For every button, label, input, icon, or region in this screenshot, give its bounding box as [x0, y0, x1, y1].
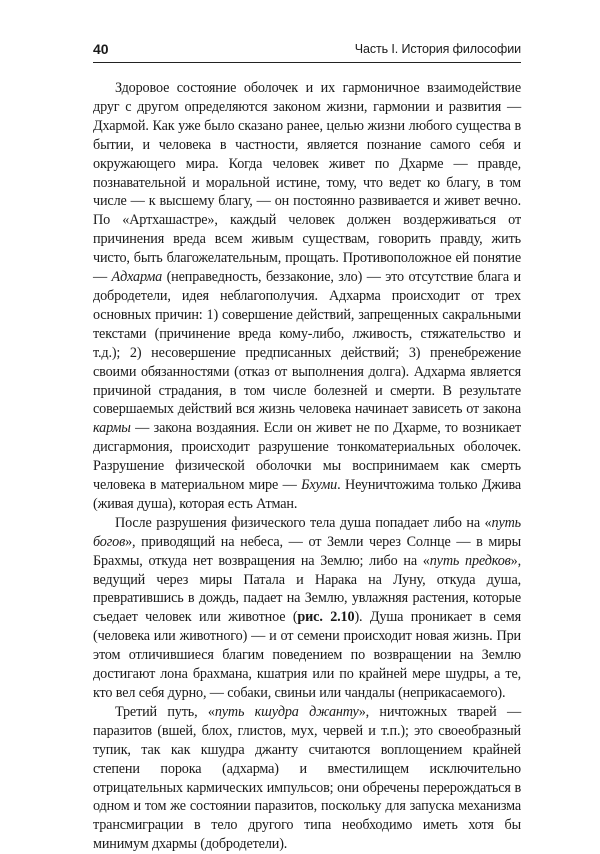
term-path-of-gods: путь богов [93, 514, 521, 550]
running-head: Часть I. История философии [354, 42, 521, 56]
term-karma: кармы [93, 420, 131, 437]
paragraph-dharma: Здоровое состояние оболочек и их гармоничное взаимодействие друг с другом определяются законом жизни, гармонии и развития — Дхармой. Как уже было сказано ранее, целью жизни любого существа в бытии, и человека в частности, является познание самого себя и окружающего мира. Когда человек живет по Дхарме — правде, познавательной и моральной истине, тому, что ведет ко благу, в том числе — к высшему благу, — он постоянно развивается и живет вечно. По «Артхашастре», каждый человек должен воздерживаться от причинения вреда всем живым существам, говорить правду, жить чисто, быть благожелательным, прощать. Противоположное ей понятие — Адхарма (неправедность, беззаконие, зло) — это отсутствие блага и добродетели, идея неблагополучия. Адхарма происходит от трех основных причин: 1) совершение действий, запрещенных сакральными текстами (причинение вреда кому-либо, лживость, стяжательство и т.д.); 2) несовершение предписанных действий; 3) пренебрежение своими обязанностями (отказ от выполнения долга). Адхарма является причиной страдания, в том числе болезней и смерти. В результате совершаемых действий вся жизнь человека начинает зависеть от закона кармы — закона воздаяния. Если он живет не по Дхарме, то возникает дисгармония, происходит разрушение тонкоматериальных оболочек. Разрушение физической оболочки мы воспринимаем как смерть человека в материальном мире — Бхуми. Неуничтожима только Джива (живая душа), которая есть Атман. [93, 80, 521, 512]
figure-reference: рис. 2.10 [297, 609, 355, 626]
term-adharma: Адхарма [111, 269, 163, 286]
paragraph-third-path: Третий путь, «путь кшудра джанту», ничтожных тварей — паразитов (вшей, блох, глистов, мух, червей и т.п.); это своеобразный тупик, так как кшудра джанту считаются воплощением крайней степени порока (адхарма) и вместилищем исключительно отрицательных кармических импульсов; они обречены перерождаться в одном и том же состоянии паразитов, поскольку для запуска механизма трансмиграции в тело другого типа необходимо иметь хотя бы минимум дхармы (добродетели). [93, 703, 521, 853]
page-header [93, 40, 521, 63]
term-kshudra-jantu: путь кшудра джанту [214, 703, 359, 720]
paragraph-paths: После разрушения физического тела душа попадает либо на «путь богов», приводящий на небеса, — от Земли через Солнце — в миры Брахмы, откуда нет возвращения на Землю; либо на «путь предков», ведущий через миры Патала и Нарака на Луну, откуда душа, превратившись в дождь, падает на Землю, увлажняя растения, которые съедает человек или животное (рис. 2.10). Душа проникает в семя (человека или животного) — и от семени происходит новая жизнь. При этом отличившиеся благим поведением по возвращении на Землю достигают лона брахмана, кшатрия или по крайней мере шудры, а те, кто вел себя дурно, — собаки, свиньи или чандалы (неприкасаемого). [93, 514, 522, 701]
page-number: 40 [93, 41, 109, 57]
term-path-of-ancestors: путь предков [429, 552, 511, 569]
body-text [93, 79, 521, 854]
term-bhumi: Бхуми [301, 477, 338, 494]
